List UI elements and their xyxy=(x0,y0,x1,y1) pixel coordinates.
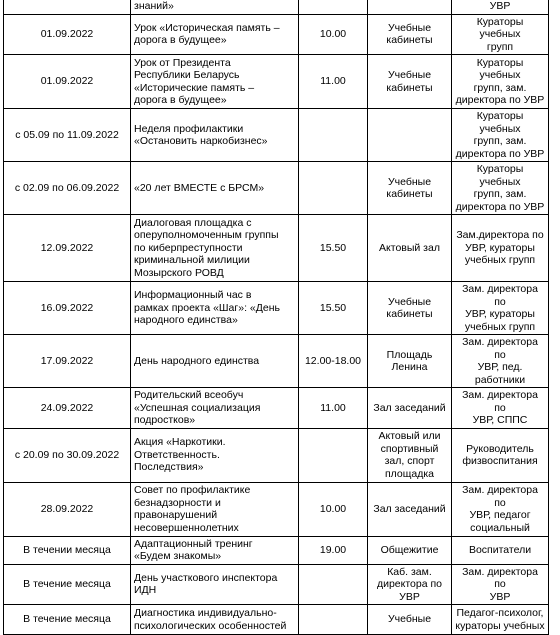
date-cell xyxy=(4,605,131,635)
time-cell xyxy=(299,388,368,429)
date-cell xyxy=(4,0,131,14)
responsible-cell-text: Зам.директора по УВР, кураторы учебных групп xyxy=(456,229,544,267)
responsible-cell xyxy=(452,0,549,14)
time-cell xyxy=(299,536,368,564)
place-cell xyxy=(368,335,452,388)
date-cell xyxy=(4,14,131,55)
time-cell xyxy=(299,162,368,215)
date-cell xyxy=(4,335,131,388)
time-cell-text: 11.00 xyxy=(320,75,346,88)
event-cell-text: Диагностика индивидуально- психологических особенностей xyxy=(134,607,287,632)
responsible-cell xyxy=(452,215,549,282)
place-cell xyxy=(368,14,452,55)
event-cell xyxy=(131,14,299,55)
place-cell xyxy=(368,536,452,564)
date-cell-text: 28.09.2022 xyxy=(40,502,94,515)
event-cell-text: Информационный час в рамках проекта «Шаг»: «День народного единства» xyxy=(134,289,280,327)
place-cell-text: Актовый зал xyxy=(379,241,440,254)
table-row xyxy=(4,55,549,109)
time-cell xyxy=(299,605,368,635)
responsible-cell-text: Воспитатели xyxy=(468,543,532,556)
table-row xyxy=(4,215,549,282)
responsible-cell xyxy=(452,482,549,536)
responsible-cell-text: Зам. директора по УВР, педагог социальный xyxy=(462,484,538,534)
place-cell xyxy=(368,428,452,482)
table-row xyxy=(4,335,549,388)
event-cell-text: Диалоговая площадка с оперуполномоченным группы по киберпреступности криминальной милиции Мозырского РОВД xyxy=(134,216,279,279)
date-cell xyxy=(4,282,131,335)
date-cell-text: 17.09.2022 xyxy=(40,354,94,367)
date-cell xyxy=(4,536,131,564)
place-cell xyxy=(368,0,452,14)
table-row xyxy=(4,605,549,635)
time-cell xyxy=(299,109,368,162)
place-cell xyxy=(368,564,452,605)
responsible-cell xyxy=(452,564,549,605)
responsible-cell xyxy=(452,14,549,55)
time-cell xyxy=(299,14,368,55)
date-cell-text: 01.09.2022 xyxy=(40,75,94,88)
event-cell-text: Адаптационный тренинг «Будем знакомы» xyxy=(134,537,253,562)
date-cell-text: 01.09.2022 xyxy=(40,28,94,40)
table-row xyxy=(4,564,549,605)
date-cell-text: 12.09.2022 xyxy=(40,241,94,254)
table-row xyxy=(4,428,549,482)
responsible-cell xyxy=(452,282,549,335)
event-cell xyxy=(131,282,299,335)
event-cell-text: «20 лет ВМЕСТЕ с БРСМ» xyxy=(134,181,265,194)
time-cell xyxy=(299,215,368,282)
responsible-cell xyxy=(452,428,549,482)
responsible-cell xyxy=(452,605,549,635)
date-cell xyxy=(4,482,131,536)
place-cell-text: Площадь Ленина xyxy=(386,348,433,373)
responsible-cell-text: Руководитель физвоспитания xyxy=(462,442,538,467)
event-cell-text: Неделя профилактики «Остановить наркобизнес» xyxy=(134,122,268,147)
responsible-cell xyxy=(452,55,549,109)
event-cell-text: День народного единства xyxy=(134,354,260,367)
place-cell xyxy=(368,482,452,536)
date-cell-text: с 02.09 по 06.09.2022 xyxy=(14,181,120,194)
place-cell xyxy=(368,215,452,282)
responsible-cell-text: Кураторы учебных групп, зам. директора по УВР xyxy=(455,163,545,213)
time-cell-text: 12.00-18.00 xyxy=(304,354,362,367)
place-cell-text: Актовый или спортивный зал, спорт площадка xyxy=(378,430,441,480)
time-cell xyxy=(299,0,368,14)
date-cell xyxy=(4,428,131,482)
place-cell-text: Зал заседаний xyxy=(373,502,446,515)
place-cell xyxy=(368,109,452,162)
place-cell-text: Учебные кабинеты xyxy=(386,69,433,94)
place-cell xyxy=(368,162,452,215)
event-cell xyxy=(131,215,299,282)
responsible-cell-text: Зам. директора по УВР, СППС xyxy=(462,389,538,426)
event-cell xyxy=(131,109,299,162)
place-cell xyxy=(368,605,452,635)
date-cell xyxy=(4,55,131,109)
place-cell-text: Учебные кабинеты xyxy=(386,21,433,47)
responsible-cell-text: Кураторы учебных групп xyxy=(476,15,524,53)
table-row xyxy=(4,162,549,215)
place-cell-text: Учебные xyxy=(387,613,432,626)
responsible-cell-text: Кураторы учебных групп, зам. директора по УВР xyxy=(455,110,545,160)
table-row xyxy=(4,482,549,536)
place-cell xyxy=(368,282,452,335)
time-cell-text: 15.50 xyxy=(319,301,347,314)
event-cell-text: Акция «Наркотики. Ответственность. Последствия» xyxy=(134,436,226,474)
time-cell-text: 11.00 xyxy=(320,401,346,414)
event-cell-text: Урок «Историческая память – дорога в будущее» xyxy=(134,21,280,47)
responsible-cell xyxy=(452,162,549,215)
place-cell-text: Общежитие xyxy=(380,543,439,556)
event-cell-text: Совет по профилактике безнадзорности и правонарушений несовершеннолетних xyxy=(134,484,251,534)
event-cell xyxy=(131,55,299,109)
time-cell-text: 10.00 xyxy=(319,502,347,515)
place-cell-text: Каб. зам. директора по УВР xyxy=(376,565,443,603)
event-cell-text: Родительский всеобуч «Успешная социализация подростков» xyxy=(134,389,261,426)
event-cell xyxy=(131,0,299,14)
time-cell xyxy=(299,482,368,536)
date-cell-text: В течение месяца xyxy=(23,578,111,590)
time-cell-text: 15.50 xyxy=(319,241,347,254)
time-cell xyxy=(299,428,368,482)
date-cell-text: В течении месяца xyxy=(23,543,111,556)
place-cell xyxy=(368,388,452,429)
table-row xyxy=(4,536,549,564)
place-cell xyxy=(368,55,452,109)
responsible-cell-text: Зам. директора по УВР, пед. работники xyxy=(462,336,538,386)
event-cell xyxy=(131,335,299,388)
event-cell xyxy=(131,564,299,605)
time-cell xyxy=(299,564,368,605)
date-cell-text: с 05.09 по 11.09.2022 xyxy=(15,128,119,141)
time-cell xyxy=(299,335,368,388)
responsible-cell xyxy=(452,388,549,429)
place-cell-text: Учебные кабинеты xyxy=(386,175,433,200)
responsible-cell-text: Педагог-психолог, кураторы учебных xyxy=(455,607,545,632)
table-row xyxy=(4,388,549,429)
date-cell-text: В течение месяца xyxy=(23,613,111,626)
table-row xyxy=(4,14,549,55)
date-cell-text: 16.09.2022 xyxy=(40,301,94,314)
time-cell-text: 10.00 xyxy=(319,28,347,40)
date-cell xyxy=(4,109,131,162)
date-cell-text: с 20.09 по 30.09.2022 xyxy=(14,448,120,461)
responsible-cell-text: УВР xyxy=(489,0,511,12)
event-cell xyxy=(131,482,299,536)
date-cell xyxy=(4,215,131,282)
event-cell-text: День участкового инспектора ИДН xyxy=(134,571,278,597)
responsible-cell xyxy=(452,109,549,162)
date-cell xyxy=(4,388,131,429)
responsible-cell xyxy=(452,536,549,564)
time-cell xyxy=(299,55,368,109)
date-cell-text: 24.09.2022 xyxy=(40,401,94,414)
event-cell xyxy=(131,536,299,564)
event-cell xyxy=(131,162,299,215)
responsible-cell-text: Зам. директора по УВР xyxy=(462,565,538,603)
date-cell xyxy=(4,564,131,605)
date-cell xyxy=(4,162,131,215)
event-cell xyxy=(131,605,299,635)
event-cell xyxy=(131,388,299,429)
event-cell xyxy=(131,428,299,482)
time-cell-text: 19.00 xyxy=(319,543,347,556)
table-row xyxy=(4,0,549,14)
events-table xyxy=(3,0,549,635)
events-table-body xyxy=(4,0,549,635)
table-row xyxy=(4,109,549,162)
time-cell xyxy=(299,282,368,335)
responsible-cell-text: Кураторы учебных групп, зам. директора по УВР xyxy=(455,56,545,106)
table-row xyxy=(4,282,549,335)
responsible-cell-text: Зам. директора по УВР, кураторы учебных групп xyxy=(462,283,538,333)
responsible-cell xyxy=(452,335,549,388)
place-cell-text: Зал заседаний xyxy=(373,401,446,414)
event-cell-text: знаний» xyxy=(134,0,174,12)
event-cell-text: Урок от Президента Республики Беларусь «Исторические память – дорога в будущее» xyxy=(134,56,255,106)
place-cell-text: Учебные кабинеты xyxy=(386,295,433,320)
